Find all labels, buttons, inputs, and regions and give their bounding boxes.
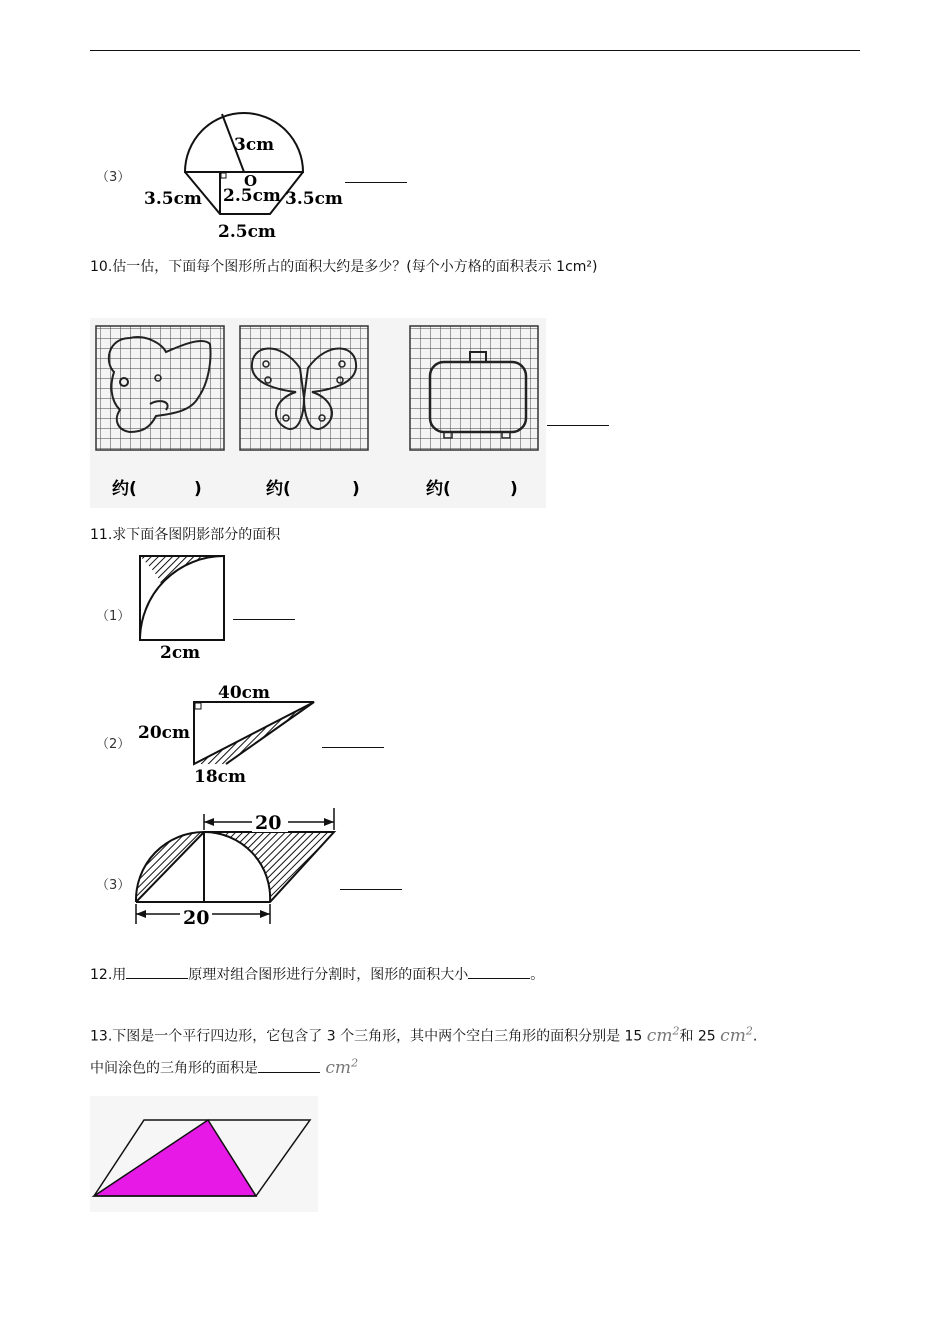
q10-answer-2-open: 约( bbox=[266, 479, 291, 499]
q11-3-figure bbox=[134, 806, 338, 930]
q11-2-answer-blank[interactable] bbox=[322, 735, 384, 748]
q10-answer-3-open: 约( bbox=[426, 479, 451, 499]
q13-unit-2: $cm^2$ bbox=[720, 1024, 753, 1046]
q10-figures bbox=[90, 318, 546, 508]
q9-3-answer-blank[interactable] bbox=[345, 170, 407, 183]
q12-text-3: 。 bbox=[530, 967, 545, 983]
q11-3-bottom: 20 bbox=[183, 907, 210, 929]
header-rule bbox=[90, 50, 860, 51]
q12-text-2: 原理对组合图形进行分割时，图形的面积大小 bbox=[188, 967, 469, 983]
q10-question: 10.估一估，下面每个图形所占的面积大约是多少？(每个小方格的面积表示 1cm²) bbox=[90, 259, 598, 275]
q9-3-radius: 3cm bbox=[234, 135, 275, 155]
q13-figure bbox=[90, 1096, 318, 1212]
q13-text-2: 和 25 bbox=[679, 1028, 721, 1045]
q9-3-center: O bbox=[244, 172, 258, 190]
q13-blank[interactable] bbox=[258, 1060, 320, 1073]
q13-text-1: 13.下图是一个平行四边形，它包含了 3 个三角形，其中两个空白三角形的面积分别是 15 bbox=[90, 1028, 647, 1045]
q9-3-label: （3） bbox=[96, 170, 131, 185]
q13-unit-1: $cm^2$ bbox=[646, 1024, 680, 1046]
q11-3-answer-blank[interactable] bbox=[340, 877, 402, 890]
q11-1-label: （1） bbox=[96, 609, 131, 624]
q11-2-bottom: 18cm bbox=[194, 767, 246, 787]
q9-3-figure bbox=[140, 112, 360, 244]
q11-2-top: 40cm bbox=[218, 683, 270, 703]
q9-3-bottom: 2.5cm bbox=[218, 222, 276, 242]
q12-blank-2[interactable] bbox=[468, 966, 530, 979]
q11-question: 11.求下面各图阴影部分的面积 bbox=[90, 527, 281, 543]
q10-grid-butterfly bbox=[240, 326, 368, 450]
q10-answer-1-open: 约( bbox=[112, 479, 137, 499]
q11-1-dim: 2cm bbox=[160, 643, 201, 663]
q10-answer-3-close: ) bbox=[510, 479, 518, 499]
q9-3-right: 3.5cm bbox=[285, 189, 343, 209]
q12-question bbox=[90, 966, 544, 984]
q10-answer-1-close: ) bbox=[194, 479, 202, 499]
q11-1-answer-blank[interactable] bbox=[233, 607, 295, 620]
q11-2-left: 20cm bbox=[138, 723, 190, 743]
q11-3-label: （3） bbox=[96, 878, 131, 893]
q12-text-1: 12.用 bbox=[90, 967, 127, 983]
q11-1-figure bbox=[134, 552, 234, 664]
q10-answer-blank[interactable] bbox=[547, 413, 609, 426]
q13-text-4: 中间涂色的三角形的面积是 bbox=[90, 1060, 258, 1077]
q10-answer-2-close: ) bbox=[352, 479, 360, 499]
q13-text-3: . bbox=[752, 1028, 758, 1045]
q9-3-height: 2.5cm bbox=[223, 186, 281, 206]
q13-question-line2 bbox=[90, 1054, 358, 1078]
q9-3-left: 3.5cm bbox=[144, 189, 202, 209]
q13-unit-3: $cm^2$ bbox=[325, 1056, 359, 1078]
q11-2-figure bbox=[134, 682, 324, 790]
q11-3-top: 20 bbox=[255, 812, 282, 834]
q13-question-line1 bbox=[90, 1022, 757, 1046]
q11-2-label: （2） bbox=[96, 737, 131, 752]
q12-blank-1[interactable] bbox=[126, 966, 188, 979]
